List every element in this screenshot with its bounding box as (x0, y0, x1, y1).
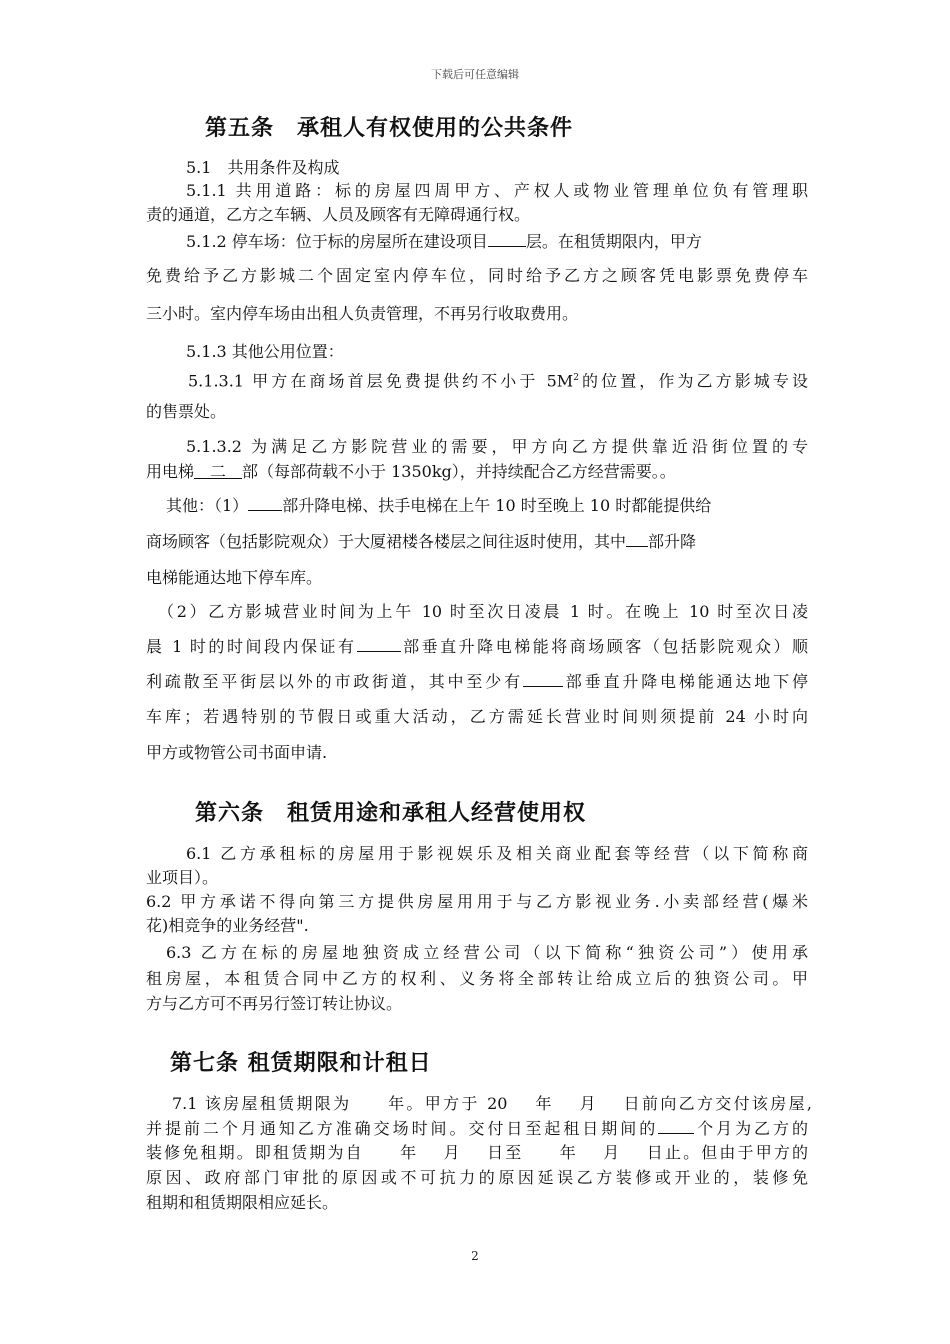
blank-elevators-2 (626, 532, 648, 547)
para-other-1 (166, 496, 711, 516)
para-other-2-text-b: 部垂直升降电梯能将商场顾客（包括影院观众）顺 (400, 637, 808, 656)
para-6-2: 6.2 甲方承诺不得向第三方提供房屋用用于与乙方影视业务.小卖部经营(爆米 (146, 892, 808, 911)
para-5-1-1-cont: 责的通道，乙方之车辆、人员及顾客有无障碍通行权。 (146, 205, 531, 224)
para-other-1-cont-2: 电梯能通达地下停车库。 (146, 568, 323, 587)
para-5-1-3: 5.1.3 其他公用位置： (186, 342, 344, 361)
para-6-2-cont: 花)相竞争的业务经营". (146, 916, 309, 935)
para-other-2-text-a: 晨 1 时的时间段内保证有 (146, 637, 357, 656)
para-7-1-text-b: 个月为乙方的 (694, 1119, 808, 1138)
superscript-2: 2 (573, 373, 579, 383)
para-other-2-cont-1 (146, 637, 808, 657)
blank-floor (488, 232, 526, 247)
para-other-2-cont-text-a: 利疏散至平街层以外的市政街道，其中至少有 (146, 672, 523, 691)
para-other-2-cont-2 (146, 672, 808, 692)
para-other-1-cont-text-a: 商场顾客（包括影院观众）于大厦裙楼各楼层之间往返时使用，其中 (146, 532, 627, 551)
article-5-heading: 第五条 承租人有权使用的公共条件 (205, 116, 574, 141)
para-other-2: （2）乙方影城营业时间为上午 10 时至次日凌晨 1 时。在晚上 10 时至次日凌 (158, 602, 808, 621)
para-7-1-cont-3: 原因、政府部门审批的原因或不可抗力的原因延误乙方装修或开业的，装修免 (146, 1168, 808, 1187)
para-6-3-cont-2: 方与乙方可不再另行签订转让协议。 (146, 994, 403, 1013)
para-5-1-2 (186, 232, 702, 252)
para-5-1-3-1-cont: 的售票处。 (146, 402, 227, 421)
para-7-1-text-a: 并提前二个月通知乙方准确交场时间。交付日至起租日期间的 (146, 1119, 659, 1138)
para-7-1-cont-1 (146, 1119, 808, 1139)
elevator-count: 二 (194, 462, 243, 481)
page-header-note: 下载后可任意编辑 (431, 68, 519, 81)
para-6-3: 6.3 乙方在标的房屋地独资成立经营公司（以下简称“独资公司”）使用承 (166, 943, 808, 962)
article-6-heading: 第六条 租赁用途和承租人经营使用权 (195, 801, 587, 826)
page-number: 2 (471, 1249, 479, 1263)
para-other-1-text-b: 部升降电梯、扶手电梯在上午 10 时至晚上 10 时都能提供给 (282, 496, 712, 515)
para-5-1-3-2-cont (146, 462, 676, 482)
para-other-1-text-a: 其他：（1） (166, 496, 249, 515)
blank-elevators-4 (523, 672, 563, 687)
para-7-1-cont-4: 租期和租赁期限相应延长。 (146, 1193, 339, 1212)
para-5-1-3-1-text-a: 5.1.3.1 甲方在商场首层免费提供约不小于 5M (188, 371, 574, 391)
para-5-1-3-2: 5.1.3.2 为满足乙方影院营业的需要，甲方向乙方提供靠近沿街位置的专 (186, 437, 808, 456)
para-5-1-1: 5.1.1 共用道路：标的房屋四周甲方、产权人或物业管理单位负有管理职 (186, 181, 808, 200)
para-other-2-cont-4: 甲方或物管公司书面申请. (146, 743, 328, 762)
para-5-1-3-1 (188, 368, 808, 391)
para-7-1: 7.1 该房屋租赁期限为 年。甲方于 20 年 月 日前向乙方交付该房屋, (172, 1094, 812, 1113)
para-5-1-2-text-b: 层。在租赁期限内，甲方 (525, 232, 702, 251)
para-5-1: 5.1 共用条件及构成 (186, 158, 340, 177)
para-5-1-2-text-a: 5.1.2 停车场：位于标的房屋所在建设项目 (186, 232, 488, 251)
blank-elevators-3 (357, 637, 401, 652)
para-6-1-cont: 业项目）。 (146, 868, 219, 887)
para-5-1-3-2-text-b: 部（每部荷载不小于 1350kg），并持续配合乙方经营需要。。 (242, 462, 676, 481)
para-other-1-cont-text-b: 部升降 (648, 532, 697, 551)
para-7-1-cont-2: 装修免租期。即租赁期为自 年 月 日至 年 月 日止。但由于甲方的 (146, 1143, 808, 1162)
para-5-1-3-2-text-a: 用电梯 (146, 462, 195, 481)
para-other-2-cont-3: 车库；若遇特别的节假日或重大活动，乙方需延长营业时间则须提前 24 小时向 (146, 707, 808, 726)
para-other-1-cont (146, 532, 696, 552)
para-5-1-3-1-text-b: 的位置，作为乙方影城专设 (578, 371, 808, 391)
blank-elevators-1 (248, 496, 282, 511)
para-other-2-cont-text-b: 部垂直升降电梯能通达地下停 (562, 672, 808, 691)
para-5-1-2-cont-1: 免费给予乙方影城二个固定室内停车位，同时给予乙方之顾客凭电影票免费停车 (146, 266, 808, 285)
para-6-1: 6.1 乙方承租标的房屋用于影视娱乐及相关商业配套等经营（以下简称商 (186, 844, 808, 863)
article-7-heading: 第七条 租赁期限和计租日 (170, 1051, 432, 1076)
blank-months (658, 1119, 694, 1134)
para-5-1-2-cont-2: 三小时。室内停车场由出租人负责管理，不再另行收取费用。 (146, 304, 579, 323)
para-6-3-cont-1: 租房屋，本租赁合同中乙方的权利、义务将全部转让给成立后的独资公司。甲 (146, 969, 808, 988)
